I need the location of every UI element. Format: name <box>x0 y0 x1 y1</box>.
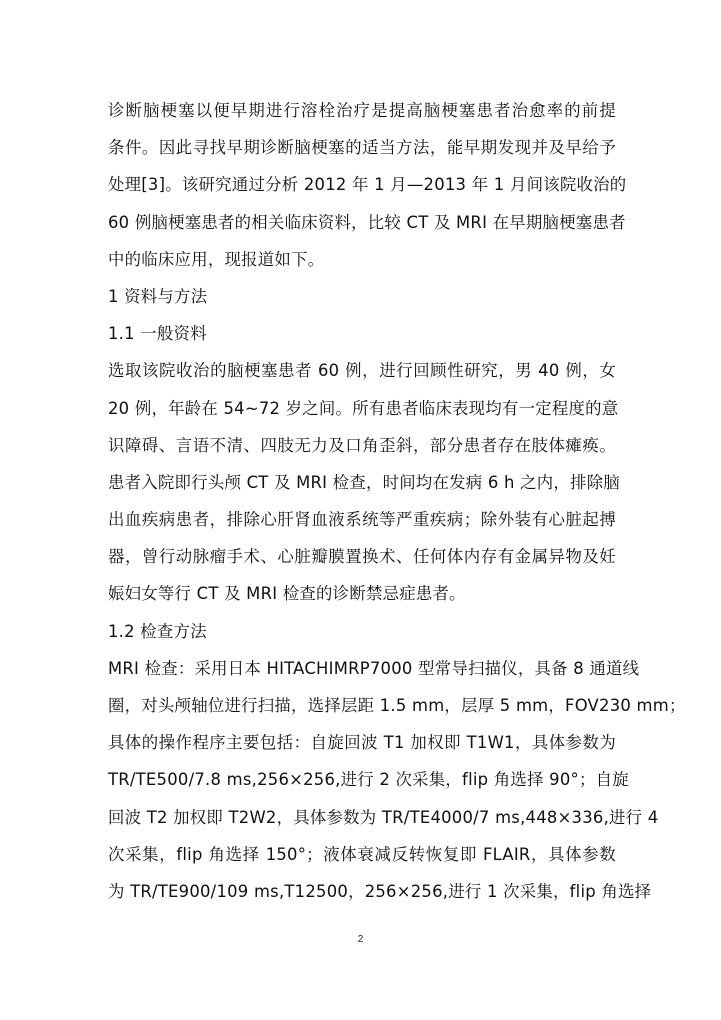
text-line: 中的临床应用，现报道如下。 <box>108 249 325 269</box>
text-line: MRI 检查：采用日本 HITACHIMRP7000 型常导扫描仪，具备 8 通道线 <box>108 658 640 678</box>
text-line: 具体的操作程序主要包括：自旋回波 T1 加权即 T1W1，具体参数为 <box>108 733 616 753</box>
text-line: 圈，对头颅轴位进行扫描，选择层距 1.5 mm，层厚 5 mm，FOV230 mm； <box>108 696 686 715</box>
text-line: 患者入院即行头颅 CT 及 MRI 检查，时间均在发病 6 h 之内，排除脑 <box>108 472 620 492</box>
text-line: TR/TE500/7.8 ms,256×256,进行 2 次采集，flip 角选择 90°；自旋 <box>108 770 629 790</box>
section-heading: 1 资料与方法 <box>108 286 208 306</box>
text-line: 识障碍、言语不清、四肢无力及口角歪斜，部分患者存在肢体瘫痪。 <box>108 435 616 455</box>
text-line: 回波 T2 加权即 T2W2，具体参数为 TR/TE4000/7 ms,448×336,进行 4 <box>108 807 659 827</box>
text-line: 处理[3]。该研究通过分析 2012 年 1 月—2013 年 1 月间该院收治的 <box>108 175 627 195</box>
text-line: 为 TR/TE900/109 ms,T12500，256×256,进行 1 次采集，flip 角选择 <box>108 881 652 901</box>
text-line: 娠妇女等行 CT 及 MRI 检查的诊断禁忌症患者。 <box>108 584 466 604</box>
text-line: 60 例脑梗塞患者的相关临床资料，比较 CT 及 MRI 在早期脑梗塞患者 <box>108 212 626 232</box>
text-line: 选取该院收治的脑梗塞患者 60 例，进行回顾性研究，男 40 例，女 <box>108 361 616 381</box>
page-number: 2 <box>357 934 364 945</box>
text-line: 诊断脑梗塞以便早期进行溶栓治疗是提高脑梗塞患者治愈率的前提 <box>108 101 616 120</box>
subsection-heading: 1.2 检查方法 <box>108 621 207 641</box>
text-line: 20 例，年龄在 54~72 岁之间。所有患者临床表现均有一定程度的意 <box>108 398 619 418</box>
subsection-heading: 1.1 一般资料 <box>108 324 207 344</box>
text-line: 出血疾病患者，排除心肝肾血液系统等严重疾病；除外装有心脏起搏 <box>108 510 616 530</box>
text-line: 器，曾行动脉瘤手术、心脏瓣膜置换术、任何体内存有金属异物及妊 <box>108 547 616 567</box>
body-text <box>108 92 686 910</box>
text-line: 条件。因此寻找早期诊断脑梗塞的适当方法，能早期发现并及早给予 <box>108 138 616 158</box>
text-line: 次采集，flip 角选择 150°；液体衰减反转恢复即 FLAIR，具体参数 <box>108 844 616 864</box>
